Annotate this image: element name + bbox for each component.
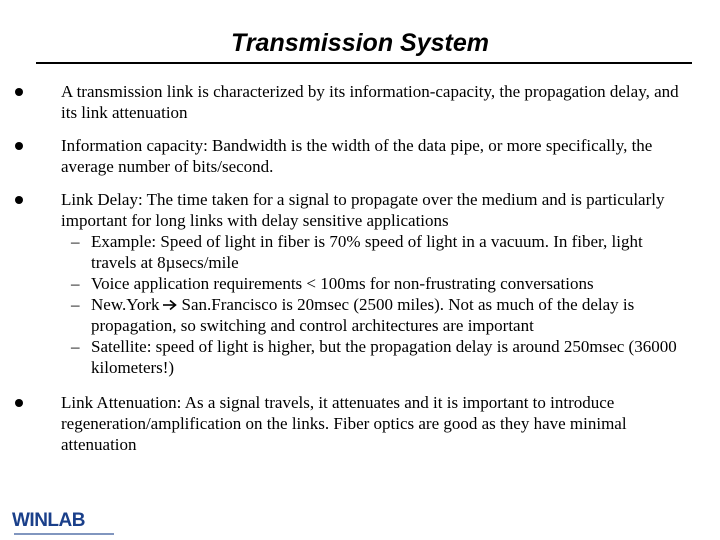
bullet-dot-icon (15, 196, 23, 204)
title-underline (36, 62, 692, 64)
bullet-text: Link Attenuation: As a signal travels, it attenuates and it is important to introduce regeneration/amplification on the links. Fiber optics are good as they have minimal attenuation (61, 393, 627, 454)
bullet-dot-icon (15, 88, 23, 96)
bullet-dot-icon (15, 142, 23, 150)
bullet-item (61, 392, 691, 455)
sub-bullet-text: Example: Speed of light in fiber is 70% speed of light in a vacuum. In fiber, light travels at 8µsecs/mile (91, 232, 643, 272)
logo-wordmark: WINLAB (12, 510, 85, 531)
winlab-logo (12, 510, 118, 538)
dash-marker: – (71, 274, 80, 293)
bullet-text: A transmission link is characterized by its information-capacity, the propagation delay, and its link attenuation (61, 82, 679, 122)
route-from: New.York (91, 295, 160, 314)
dash-marker: – (71, 295, 80, 314)
right-arrow-icon (163, 299, 177, 311)
bullet-dot-icon (15, 399, 23, 407)
slide-title: Transmission System (231, 29, 489, 57)
bullet-item (61, 189, 691, 378)
route-to: San.Francisco (181, 295, 278, 314)
bullet-item (61, 81, 691, 123)
logo-tagline-graphic (14, 532, 114, 537)
sub-bullet-text: Satellite: speed of light is higher, but the propagation delay is around 250msec (36000 kilometers!) (91, 337, 677, 377)
sub-bullet-text: is 20msec (2500 miles). Not as much of the delay is propagation, so switching and control architectures are important (91, 295, 635, 335)
dash-marker: – (71, 232, 80, 251)
sub-bullet-item (71, 336, 691, 378)
sub-bullet-item (71, 273, 691, 294)
sub-bullet-item (71, 294, 691, 336)
bullet-item (61, 135, 691, 177)
bullet-list (0, 81, 720, 455)
bullet-text: Link Delay: The time taken for a signal to propagate over the medium and is particularly important for long links with delay sensitive applications (61, 190, 665, 230)
sub-bullet-item (71, 231, 691, 273)
sub-bullet-list (61, 231, 691, 378)
bullet-text: Information capacity: Bandwidth is the width of the data pipe, or more specifically, the average number of bits/second. (61, 136, 653, 176)
sub-bullet-text: Voice application requirements < 100ms for non-frustrating conversations (91, 274, 594, 293)
dash-marker: – (71, 337, 80, 356)
